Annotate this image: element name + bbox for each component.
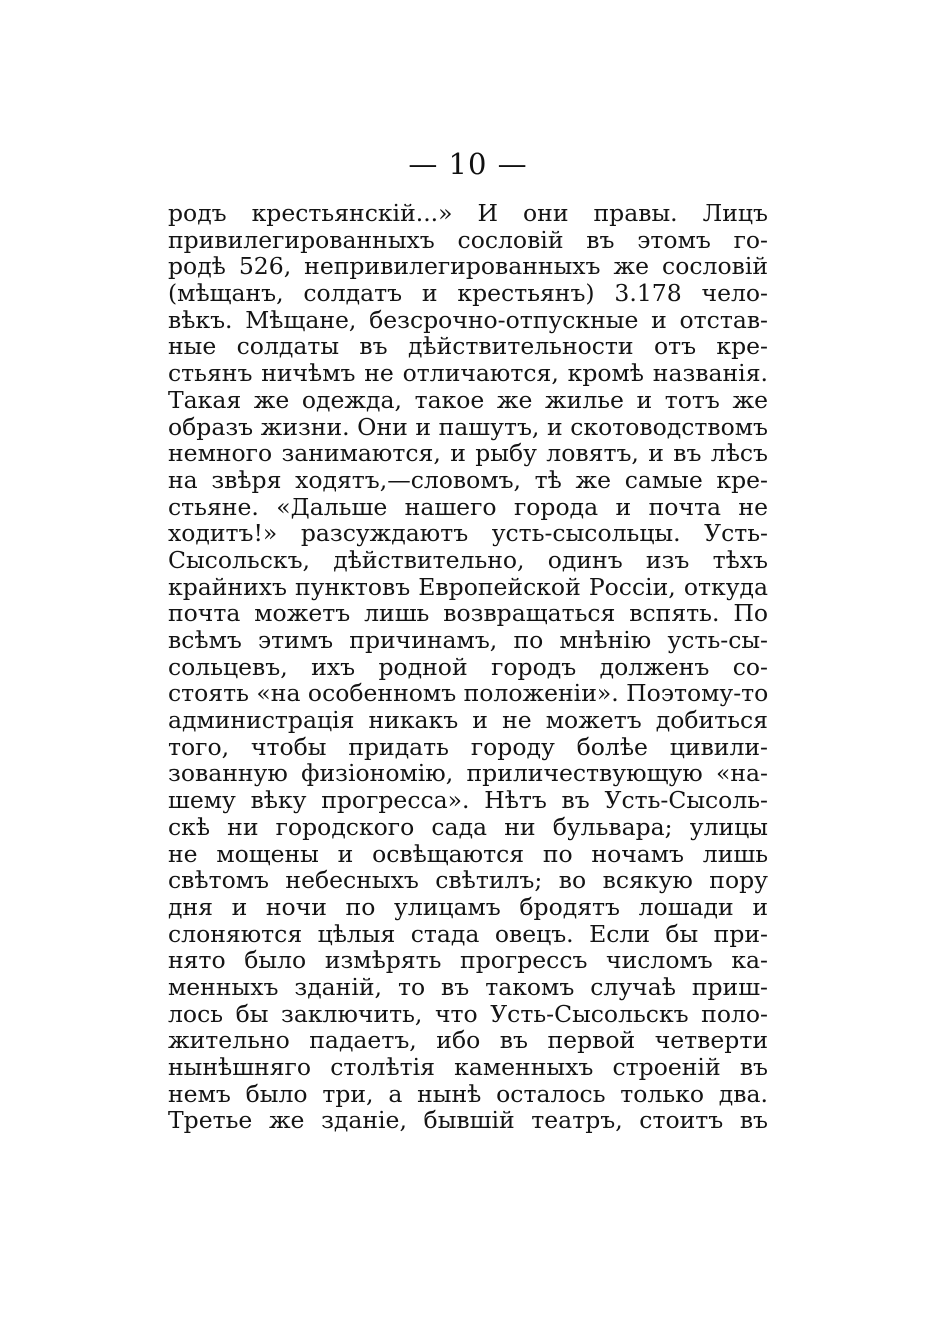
text-line: немъ было три, а нынѣ осталось только два. — [168, 1079, 768, 1108]
text-line: жительно падаетъ, ибо въ первой четверти — [168, 1026, 768, 1055]
text-line: Такая же одежда, такое же жилье и тотъ же — [168, 385, 768, 414]
text-line: образъ жизни. Они и пашутъ, и скотоводствомъ — [168, 412, 768, 441]
text-line: всѣмъ этимъ причинамъ, по мнѣнію усть-сы- — [168, 626, 768, 654]
text-line: на звѣря ходятъ,—словомъ, тѣ же самые кре- — [168, 465, 768, 494]
text-line: свѣтомъ небесныхъ свѣтилъ; во всякую пору — [168, 866, 768, 895]
text-line: администрація никакъ и не можетъ добиться — [168, 706, 768, 735]
text-line: скѣ ни городского сада ни бульвара; улицы — [168, 812, 768, 841]
text-line: стоять «на особенномъ положеніи». Поэтому-то — [168, 679, 769, 708]
text-line: немного занимаются, и рыбу ловятъ, и въ лѣсъ — [168, 439, 768, 468]
text-line: Сысольскъ, дѣйствительно, одинъ изъ тѣхъ — [168, 545, 768, 574]
text-line: шему вѣку прогресса». Нѣтъ въ Усть-Сысоль- — [168, 786, 768, 815]
text-line: вѣкъ. Мѣщане, безсрочно-отпускные и отстав- — [168, 305, 768, 334]
text-line: слоняются цѣлыя стада овецъ. Если бы при- — [168, 919, 768, 948]
body-text — [168, 200, 768, 1134]
text-line: ные солдаты въ дѣйствительности отъ кре- — [168, 332, 768, 361]
text-line: дня и ночи по улицамъ бродятъ лошади и — [168, 892, 768, 921]
text-line: (мѣщанъ, солдатъ и крестьянъ) 3.178 чело- — [168, 279, 768, 308]
text-line: ходитъ!» разсуждаютъ усть-сысольцы. Усть- — [168, 519, 768, 548]
text-line: привилегированныхъ сословій въ этомъ го- — [168, 225, 768, 254]
text-line: менныхъ зданій, то въ такомъ случаѣ приш- — [168, 972, 768, 1001]
text-line: стьянъ ничѣмъ не отличаются, кромѣ названія. — [168, 359, 768, 388]
text-line: сольцевъ, ихъ родной городъ долженъ со- — [168, 652, 768, 681]
text-line: стьяне. «Дальше нашего города и почта не — [168, 492, 768, 521]
page-number: — 10 — — [408, 147, 528, 181]
text-line: почта можетъ лишь возвращаться вспять. По — [168, 599, 768, 628]
text-line: Третье же зданіе, бывшій театръ, стоитъ въ — [168, 1106, 768, 1135]
text-line: нято было измѣрять прогрессъ числомъ ка- — [168, 946, 768, 975]
text-line: лось бы заключить, что Усть-Сысольскъ поло- — [168, 999, 768, 1028]
text-line: нынѣшняго столѣтія каменныхъ строеній въ — [168, 1053, 768, 1081]
text-line: родѣ 526, непривилегированныхъ же сословій — [168, 252, 768, 281]
text-line: родъ крестьянскій...» И они правы. Лицъ — [168, 199, 768, 227]
text-line: крайнихъ пунктовъ Европейской Россіи, откуда — [168, 572, 768, 601]
text-line: зованную физіономію, приличествующую «на- — [168, 759, 768, 788]
text-line: не мощены и освѣщаются по ночамъ лишь — [168, 839, 768, 868]
text-line: того, чтобы придать городу болѣе цивили- — [168, 732, 768, 761]
